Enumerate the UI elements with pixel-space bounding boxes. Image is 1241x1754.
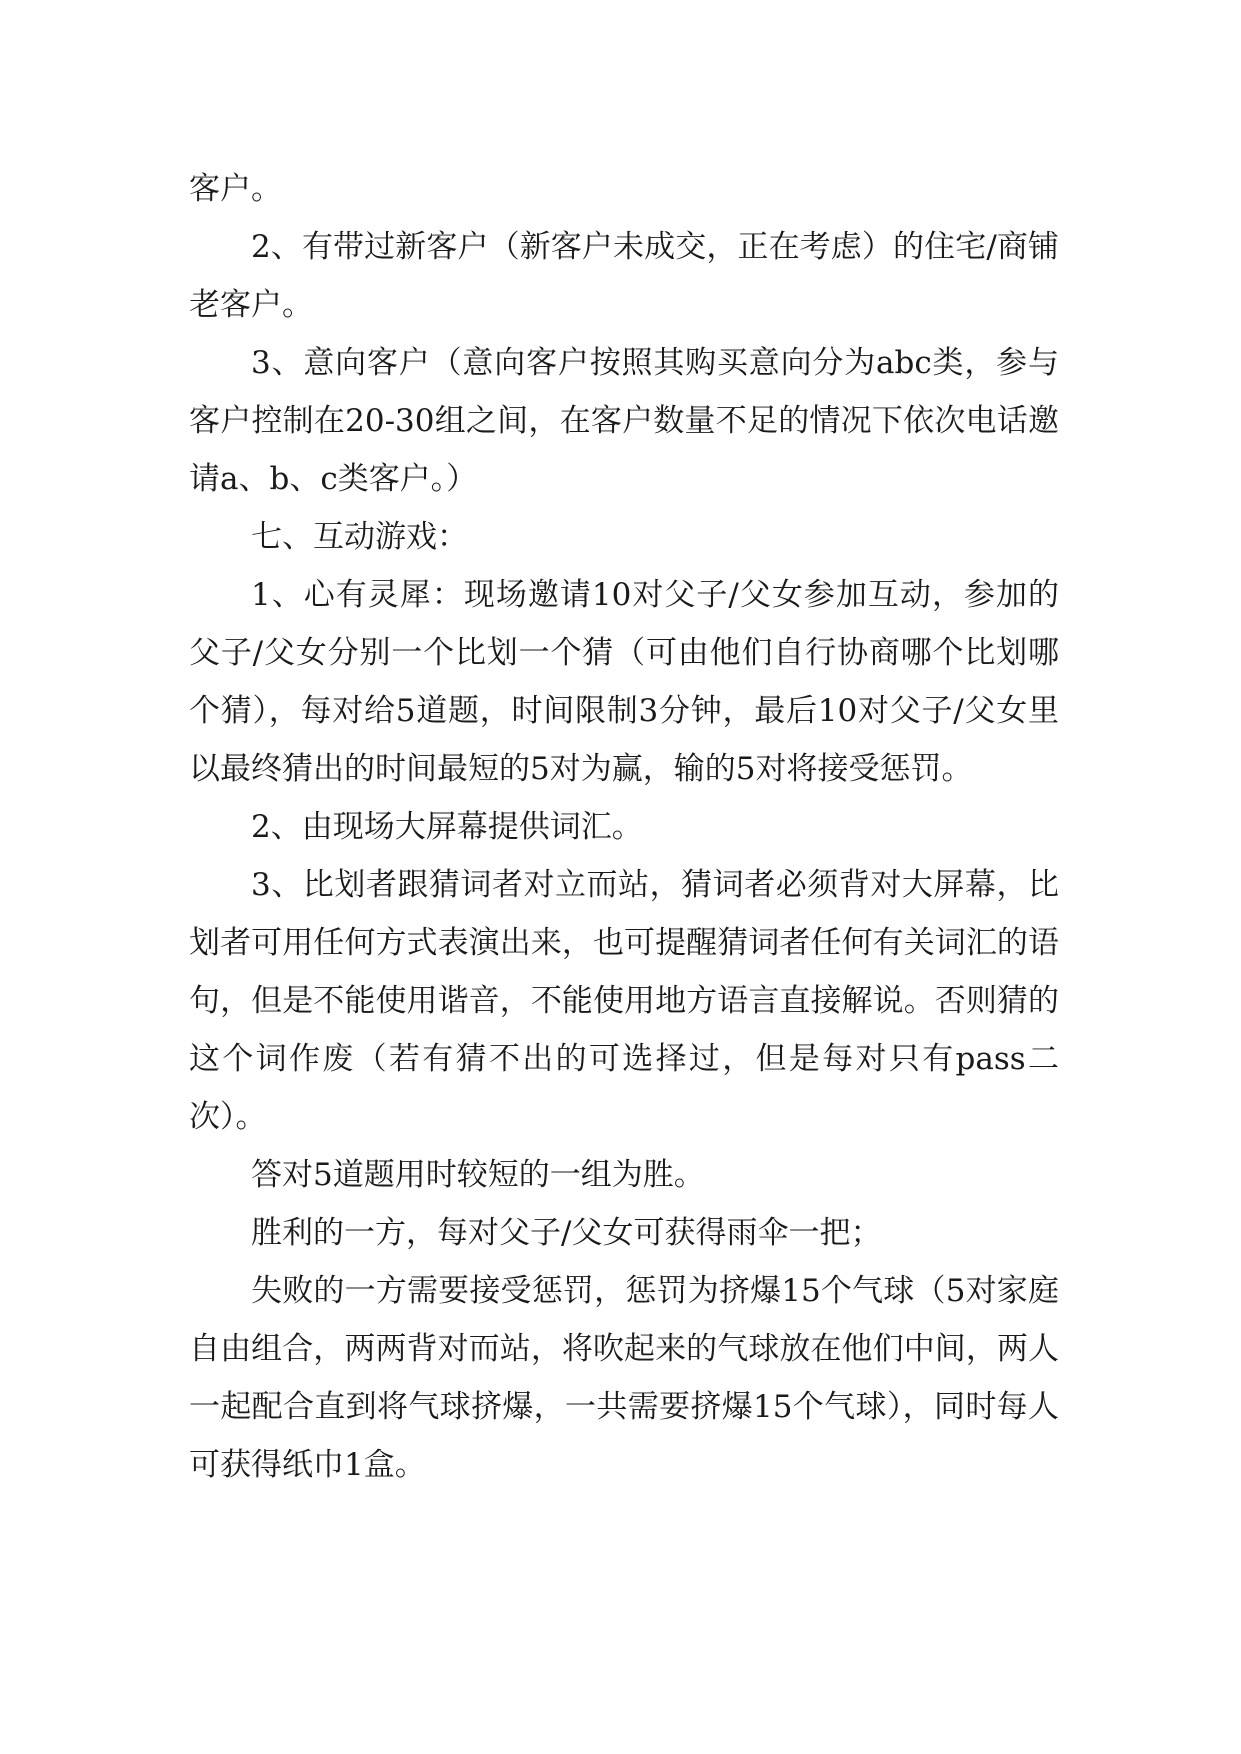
paragraph-winning-condition: 答对5道题用时较短的一组为胜。 xyxy=(251,1157,705,1193)
paragraph-continuation: 客户。 xyxy=(189,171,282,207)
paragraph-winner-prize: 胜利的一方，每对父子/父女可获得雨伞一把； xyxy=(251,1215,882,1251)
paragraph-item-2: 2、有带过新客户（新客户未成交，正在考虑）的住宅/商铺老客户。 xyxy=(189,229,1059,323)
paragraph-loser-penalty: 失败的一方需要接受惩罚，惩罚为挤爆15个气球（5对家庭自由组合，两两背对而站，将吹起来的气球放在他们中间，两人一起配合直到将气球挤爆，一共需要挤爆15个气球），同时每人可获得纸巾1盒。 xyxy=(189,1273,1059,1483)
paragraph-item-3: 3、意向客户（意向客户按照其购买意向分为abc类，参与客户控制在20-30组之间，在客户数量不足的情况下依次电话邀请a、b、c类客户。） xyxy=(189,345,1059,497)
paragraph-game-rule-3: 3、比划者跟猜词者对立而站，猜词者必须背对大屏幕，比划者可用任何方式表演出来，也可提醒猜词者任何有关词汇的语句，但是不能使用谐音，不能使用地方语言直接解说。否则猜的这个词作废（若有猜不出的可选择过，但是每对只有pass二次）。 xyxy=(189,867,1059,1135)
document-body xyxy=(189,160,1059,1494)
section-heading-interactive-games: 七、互动游戏： xyxy=(251,519,468,555)
paragraph-game-rule-2: 2、由现场大屏幕提供词汇。 xyxy=(251,809,643,845)
paragraph-game-rule-1: 1、心有灵犀：现场邀请10对父子/父女参加互动，参加的父子/父女分别一个比划一个猜（可由他们自行协商哪个比划哪个猜），每对给5道题，时间限制3分钟，最后10对父子/父女里以最终猜出的时间最短的5对为赢，输的5对将接受惩罚。 xyxy=(189,577,1059,787)
